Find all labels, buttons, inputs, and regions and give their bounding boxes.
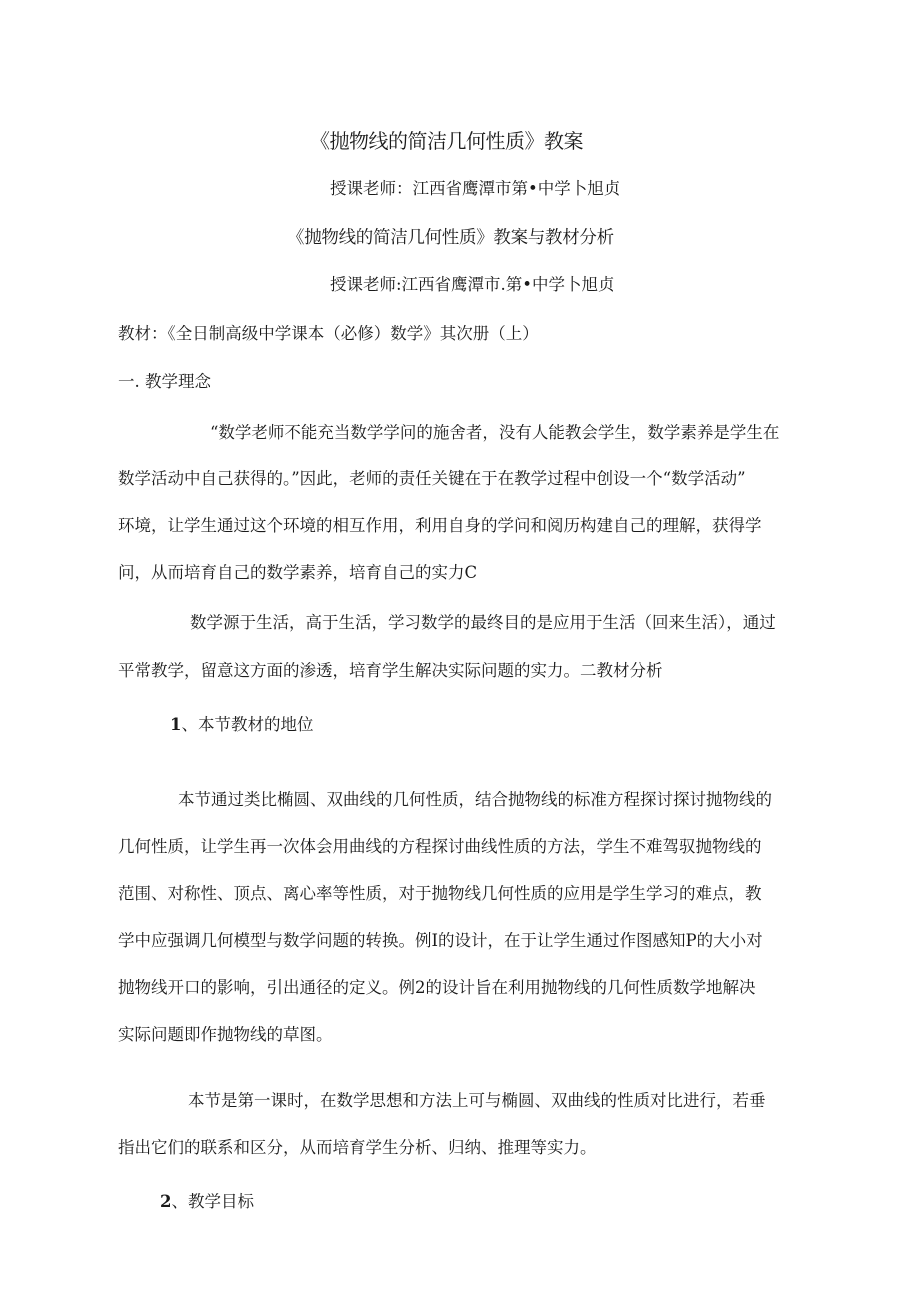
para-4-line-1: 本节是第一课时，在数学思想和方法上可与椭圆、双曲线的性质对比进行，若垂 bbox=[188, 1091, 766, 1110]
para-1-line-2: 数学活动中自己获得的。”因此，老师的责任关键在于在教学过程中创设一个“数学活动” bbox=[118, 469, 746, 488]
para-4-line-2: 指出它们的联系和区分，从而培育学生分析、归纳、推理等实力。 bbox=[118, 1138, 597, 1157]
para-1-line-4: 问，从而培育自己的数学素养，培育自己的实力C bbox=[118, 563, 478, 582]
para-2-line-2: 平常教学，留意这方面的渗透，培育学生解决实际问题的实力。二教材分析 bbox=[118, 661, 663, 680]
para-2-line-1: 数学源于生活，高于生活，学习数学的最终目的是应用于生活（回来生活），通过 bbox=[190, 613, 776, 632]
section-1-heading: 一. 教学理念 bbox=[118, 372, 211, 391]
subsection-2-number: 2 bbox=[160, 1192, 172, 1211]
para-1-line-3: 环境，让学生通过这个环境的相互作用，利用自身的学问和阅历构建自己的理解，获得学 bbox=[118, 516, 762, 535]
para-3-line-5: 抛物线开口的影响，引出通径的定义。例2的设计旨在利用抛物线的几何性质数学地解决 bbox=[118, 978, 756, 997]
para-3-line-3: 范围、对称性、顶点、离心率等性质，对于抛物线几何性质的应用是学生学习的难点，教 bbox=[118, 884, 762, 903]
document-subtitle: 《抛物线的简洁几何性质》教案与教材分析 bbox=[287, 228, 614, 248]
para-3-line-2: 几何性质，让学生再一次体会用曲线的方程探讨曲线性质的方法，学生不难驾驭抛物线的 bbox=[118, 837, 762, 856]
subsection-2-heading bbox=[160, 1190, 254, 1214]
teacher-line-2: 授课老师:江西省鹰潭市.第•中学卜旭贞 bbox=[330, 275, 615, 294]
textbook-line: 教材：《全日制高级中学课本（必修）数学》其次册（上） bbox=[118, 324, 539, 343]
subsection-1-heading bbox=[170, 713, 313, 737]
subsection-1-number: 1 bbox=[170, 715, 182, 734]
para-1-line-1: “数学老师不能充当数学学问的施舍者，没有人能教会学生，数学素养是学生在 bbox=[210, 423, 780, 442]
subsection-2-text: 、教学目标 bbox=[171, 1192, 254, 1211]
subsection-1-text: 、本节教材的地位 bbox=[181, 715, 314, 734]
teacher-line-1: 授课老师：江西省鹰潭市第•中学卜旭贞 bbox=[330, 179, 621, 198]
document-title: 《抛物线的简洁几何性质》教案 bbox=[310, 129, 583, 153]
para-3-line-4: 学中应强调几何模型与数学问题的转换。例I的设计，在于让学生通过作图感知P的大小对 bbox=[118, 931, 763, 950]
para-3-line-6: 实际问题即作抛物线的草图。 bbox=[118, 1025, 333, 1044]
para-3-line-1: 本节通过类比椭圆、双曲线的几何性质，结合抛物线的标准方程探讨探讨抛物线的 bbox=[178, 790, 772, 809]
